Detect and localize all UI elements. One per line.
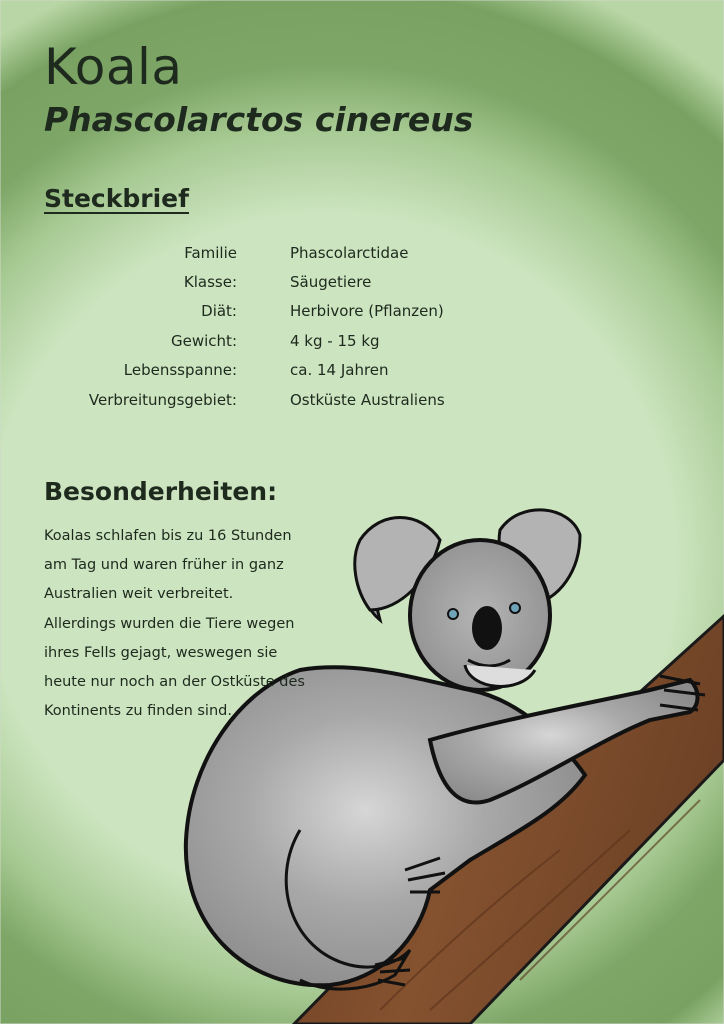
profile-row — [44, 238, 504, 267]
profile-row — [44, 297, 504, 326]
profile-row — [44, 385, 504, 414]
profile-value: Herbivore (Pflanzen) — [290, 302, 444, 321]
special-description — [44, 522, 344, 726]
profile-label: Gewicht: — [171, 331, 237, 350]
profile-table — [44, 238, 504, 414]
description-line: Allerdings wurden die Tiere wegen — [44, 615, 295, 632]
description-line: am Tag und waren früher in ganz — [44, 557, 284, 574]
scientific-name: Phascolarctos cinereus — [44, 100, 474, 139]
profile-row — [44, 267, 504, 296]
profile-value: Phascolarctidae — [290, 243, 409, 262]
profile-value: Säugetiere — [290, 273, 372, 292]
page-title: Koala — [44, 38, 183, 96]
profile-row — [44, 356, 504, 385]
profile-label: Diät: — [201, 302, 237, 321]
profile-value: ca. 14 Jahren — [290, 361, 389, 380]
profile-label: Lebensspanne: — [123, 361, 237, 380]
profile-row — [44, 326, 504, 355]
description-line: heute nur noch an der Ostküste des — [44, 674, 305, 691]
description-line: Kontinents zu finden sind. — [44, 703, 232, 720]
special-heading: Besonderheiten: — [44, 477, 278, 506]
profile-label: Klasse: — [183, 273, 237, 292]
profile-value: 4 kg - 15 kg — [290, 331, 380, 350]
profile-label: Familie — [184, 243, 237, 262]
profile-heading: Steckbrief — [44, 184, 189, 213]
description-line: Australien weit verbreitet. — [44, 586, 234, 603]
description-line: Koalas schlafen bis zu 16 Stunden — [44, 528, 292, 544]
profile-value: Ostküste Australiens — [290, 390, 445, 409]
description-line: ihres Fells gejagt, weswegen sie — [44, 644, 278, 661]
koala-head — [355, 510, 580, 690]
profile-label: Verbreitungsgebiet: — [88, 390, 237, 409]
